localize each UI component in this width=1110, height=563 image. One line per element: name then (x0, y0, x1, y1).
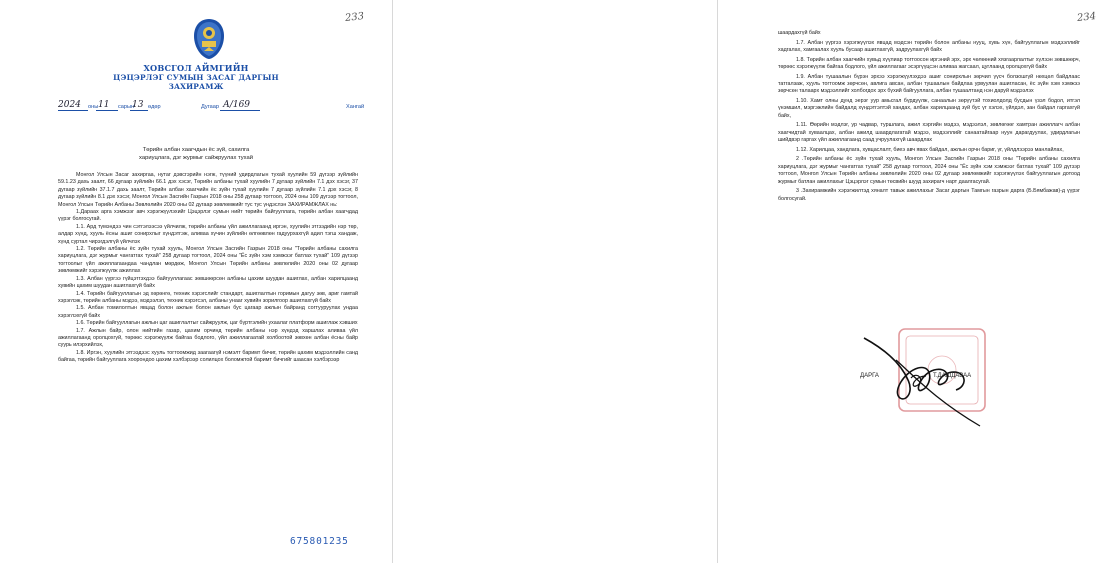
document-page-1 (0, 0, 392, 563)
decree-body (58, 172, 358, 365)
paragraph: 1.11. Өөрийн мэдлэг, ур чадвар, туршлага, ажил хэргийн мэдээ, мэдээлэл, зөвлөгөөг хамтран ажиллагч албан хаагчидтай хуваалцах, албан ажилд шаардлагатай мэдээ, мэдээллийг санаатайгаар нуун дарагдуулах, удирдлагын шийдвэр гаргах үйл ажиллагаанд саад учруулахгүй шаардлах (778, 122, 1080, 144)
title-line: хариуцлага, дэг журмыг сайжруулах тухай (139, 155, 253, 161)
header-decree: ЗАХИРАМЖ (168, 82, 224, 91)
paragraph: Монгол Улсын Засаг захиргаа, нутаг дэвсгэрийн нэгж, түүний удирдлагын тухай хуулийн 59 дүгээр зүйлийн 59.1.23 дахь заалт, 66 дугаар зүйлийн 66.1 дэх хэсэг, Төрийн албаны тухай хуулийн 7 дугаар зүйлийн 7.1 дэх хэсэг, 37 дугаар зүйлийн 37.1.7 дахь заалт, Төрийн албан хаагчийн ёс зүйн тухай хуулийн 7 дугаар зүйлийн 7.1 дэх хэсэг, 8 дугаар зүйлийн 8.1 дэх хэсэг, Монгол Улсын Засгийн Газрын 2018 оны 258 дугаар тогтоол, 2024 оны 109 дүгээр тогтоол, Монгол Улсын Төрийн Албаны Зөвлөлийн 2020 оны 02 дугаар зөвлөмжийг тус тус үндэслэн ЗАХИРАМЖЛАХ нь: (58, 172, 358, 208)
date-month-suffix: сарын (118, 104, 135, 110)
paragraph: 1.9. Албан тушаалын бүрэн эрхээ хэрэгжүүлэхдээ ашиг сонирхлын зөрчил үүсч болзошгүй нөхцөл байдлаас татгалзаж, хууль тогтоомж зөрчсөн, авлига авсан, албан тушаалын байдлаа урвуулан ашигласан, ёс зүйн хэм хэмжээ зөрчсөн талаарх мэдээллийг холбогдох эрх бүхий байгууллага, албан тушаалтанд нэн даруй мэдээлэх (778, 73, 1080, 95)
header-aimag: ХОВСГОЛ АЙМГИЙН (143, 63, 249, 73)
date-month: 11 (98, 100, 110, 110)
date-year-suffix: оны (88, 104, 99, 110)
paragraph: 2 .Төрийн албаны ёс зүйн тухай хууль, Монгол Улсын Засгийн Газрын 2018 оны "Төрийн албаны сахилга хариуцлага, дэг журмыг чангатгах тухай" 258 дугаар тогтоол, 2024 оны "Ёс зүйн хэм хэмжээг батлах тухай" 109 дүгээр тогтоол, Монгол Улсын Төрийн албаны зөвлөлийн 2020 оны 02 дугаар зөвлөмжийг хэрэгжүүлэх байгууллагын дотоод журмыг батлан ажиллахыг Цэцэрлэг сумын төсвийн шууд захирагч нарт даалгасугай. (778, 156, 1080, 185)
page-number: 233 (344, 11, 365, 24)
date-year: 2024 (58, 100, 81, 110)
paragraph: 1.7. Ажлын байр, олон нийтийн газар, цахим орчинд төрийн албаны нэр хүндэд харшлах аливаа үйл ажиллагаанд оролцохгүй, төрөөс хэрэгжүүлж байгаа бодлого, үйл ажиллагаатай холбоотой зөвхөн албан ёсны байр суурь илэрхийлэх, (58, 327, 358, 349)
date-day: 13 (132, 100, 144, 110)
paragraph: 1.4. Төрийн байгууллагын эд хөрөнгө, техник хэрэгслийг стандарт, ашиглалтын горимын дагуу зөв, ариг гамтай хэрэглэж, төрийн албаны мэдээ, мэдээлэл, техник хэрэгсэл, албаны унааг хувийн зорилгоор ашиглахгүй байх (58, 290, 358, 304)
signer-role: ДАРГА (860, 373, 879, 379)
state-emblem-icon (192, 18, 226, 60)
paragraph: 1.6. Төрийн байгууллагын ажлын цаг ашиглалтыг сайжруулж, цаг бүртгэлийн ухаалаг платформ ашиглаж хэвших (76, 320, 358, 327)
paragraph: 1.5. Албан томилолтын явцад болон ажлын болон ажлын бус цагаар ажлын байранд согтууруулах ундаа хэрэглэхгүй байх (58, 305, 358, 319)
paragraph: 3 .Захирамжийн хэрэгжилтэд хяналт тавьж ажиллахыг Засаг даргын Тамгын газрын дарга (Б.Бямбажав)-д үүрэг болгосугай. (778, 188, 1080, 202)
date-line (58, 100, 368, 112)
page-number: 234 (1076, 11, 1097, 24)
decree-number: А/169 (223, 100, 251, 110)
paragraph: 1.2. Төрийн албаны ёс зүйн тухай хууль, Монгол Улсын Засгийн Газрын 2018 оны "Төрийн албаны сахилга хариуцлага, дэг журмыг чангатгах тухай" 258 дугаар тогтоол, 2024 оны "Ёс зүйн хэм хэмжээг батлах тухай" 109 дүгээр тогтоолыг үйл ажиллагаандаа чандлан мөрдөж, Монгол Улсын Төрийн албаны зөвлөлийн 2020 оны 02 дугаар зөвлөмжийг хэрэгжүүлж ажиллах (58, 246, 358, 275)
number-underline (220, 110, 260, 111)
paragraph: шаардахгүй байх (778, 30, 821, 36)
paragraph: 1.8. Иргэн, хуулийн этгээдээс хууль тогтоомжид заагаагүй нэмэлт баримт бичиг, төрийн цахим мэдээллийн санд байгаа, төрийн байгууллага хоорондоо цахим хэлбэрээр солилцох боломжтой баримт бичгийг шаасан хэлбэрээр (58, 349, 358, 364)
title-line: Төрийн албан хаагчдын ёс зүй, сахилга (142, 147, 250, 153)
decree-title (60, 146, 332, 162)
document-page-2 (718, 0, 1110, 563)
date-underline (130, 110, 148, 111)
date-underline (96, 110, 118, 111)
date-day-suffix: өдөр (148, 104, 161, 110)
signer-name: Т.ДАШДАВАА (933, 373, 972, 379)
document-serial-number: 675801235 (290, 536, 349, 547)
decree-body-continued (778, 30, 1080, 205)
paragraph: 1.12. Харилцаа, хандлага, хувцаслалт, биеэ авч явах байдал, ажлын орчн бариг, үг, үйлдлээрээ манлайлах, (796, 146, 1064, 153)
header-sum-governor: ЦЭЦЭРЛЭГ СУМЫН ЗАСАГ ДАРГЫН (113, 73, 279, 82)
paragraph: 1.10. Хамт олны дунд эерэг уур амьсгал бүрдүүлж, санаалын зөрүүтэй тохиолдолд бусдын үзэл бодол, итгэл үнэмшил, мэргэжлийн байдалд хүндэтгэлтэй хандах, албан харилцаанд зүй бус үг хэлэх, үйлдэл, зан байдал гаргахгүй байх, (778, 98, 1080, 119)
date-underline (58, 110, 88, 111)
paragraph: 1.3. Албан үүргээ гүйцэтгэхдээ байгууллагаас зөвшөөрсөн албаны цахим шуудан ашиглах, албан харилцаанд хувийн цахим шуудан ашиглахгүй байх (58, 275, 358, 290)
paragraph: 1.Дараах арга хэмжээг авч хэрэгжүүлэхийг Цэцэрлэг сумын нийт төрийн байгууллага, төрийн албан хаагчдад үүрэг болгосугай. (58, 209, 358, 223)
paragraph: 1.1. Ард түмэндээ чин сэтгэлээсээ үйлчилж, төрийн албаны үйл ажиллагаанд иргэн, хуулийн этгээдийн нэр төр, алдар хүнд, хууль ёсны ашиг сонирхлыг хүндэтгэж, аливаа хүчин зүйлийн өлгөөвлөн гадуурхахгүй адил тэгш хандаж, хүнд суртал чирэгдэлгүй үйлчлэх (58, 223, 358, 245)
paragraph: 1.8. Төрийн албан хаагчийн хувьд хүүлиар тогтоосон иргэний эрх, эрх чөлөөний хязгаарлалтыг хүлээн зөвшөөрч, төрөөс хэрэгжүүлж байгаа бодлого, үйл ажиллагааг эсэргүүцсэн аливаа жагсаал, цуглаанд оролцохгүй байх (778, 56, 1080, 70)
paragraph: 1.7. Албан үүргээ хэрэгжүүлэх явцад мэдсэн төрийн болон албаны нууц, хувь хүн, байгууллагын мэдээллийг хадгалах, хамгаалах хууль бусаар ашиглахгүй, задруулахгүй байх (778, 39, 1080, 53)
number-label: Дугаар (201, 104, 219, 110)
place-name: Хангай (346, 104, 365, 110)
